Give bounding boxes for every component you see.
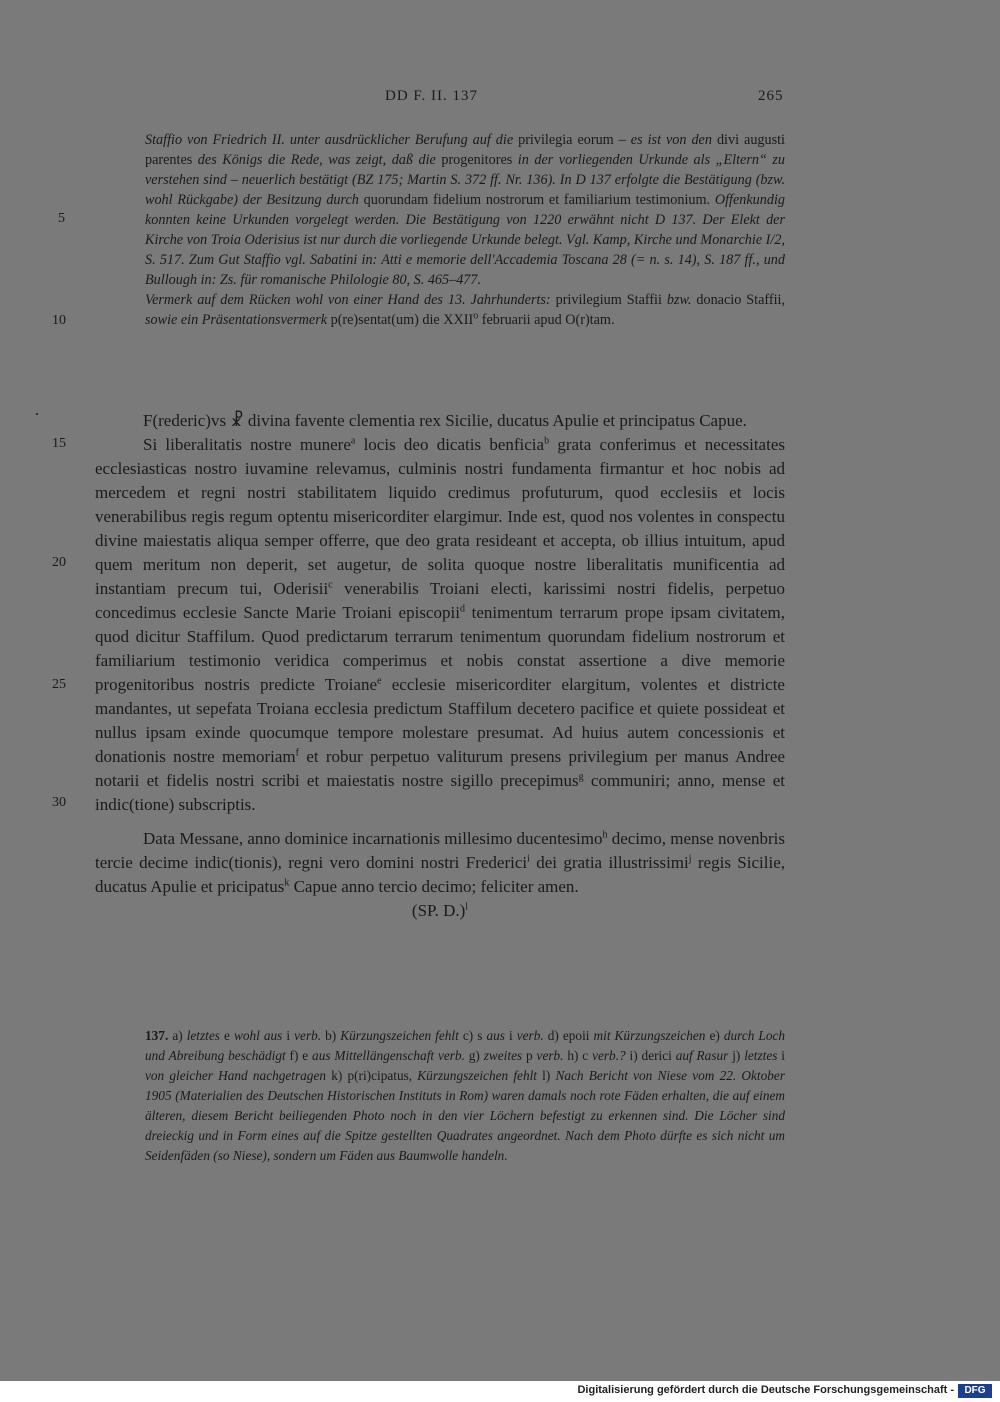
italic-run: aus [486, 1028, 505, 1043]
dorsal-note-paragraph [145, 290, 785, 330]
footnote-marker: b [544, 435, 550, 447]
footnote-marker: c [328, 579, 333, 591]
text-run: et robur perpetuo valiturum presens privilegium per manus Andree notarii et fidelis nostri scribi et maiestatis nostre sigillo precepimus [95, 747, 785, 790]
text-run: privilegia eorum – [513, 132, 631, 148]
text-run: Data Messane, anno dominice incarnationis millesimo ducentesimo [143, 829, 603, 848]
page-number: 265 [758, 88, 784, 104]
text-run: i [504, 1028, 517, 1043]
text-run: e) [705, 1028, 724, 1043]
charter-body [95, 433, 785, 817]
line-number: 15 [52, 436, 66, 451]
italic-run: in der vorliegenden Urkunde als „Eltern“ zu verstehen sind – neuerlich bestätigt (BZ 175; Martin S. 372 ff. Nr. 136). In D 137 erfolgte die Bestätigung (bzw. wohl Rückgabe) der Besitzung durch [145, 152, 785, 208]
scan-speck [36, 413, 38, 415]
text-run: l) [536, 1068, 556, 1083]
text-run: Capue anno tercio decimo; feliciter amen. [289, 877, 579, 896]
italic-run: es ist von den [630, 132, 712, 148]
text-run: locis deo dicatis benficia [355, 435, 545, 454]
italic-run: von gleicher Hand nachgetragen [145, 1068, 327, 1083]
text-run: a) [168, 1028, 187, 1043]
text-run: g) [464, 1048, 484, 1063]
italic-run: des Königs die Rede, was zeigt, daß die [197, 152, 436, 168]
italic-run: verb. [294, 1028, 322, 1043]
text-run: i [777, 1048, 785, 1063]
italic-run: Nach Bericht von Niese vom 22. Oktober 1905 (Materialien des Deutschen Historischen Instituts in Rom) waren damals noch rote Fäden erhalten, die auf einem älteren, diesem Bericht beiliegenden Photo noch in den vier Löchern befestigt zu erkennen sind. Die Löcher sind dreieckig und in Form eines auf die Spitze gestellten Quadrates angeordnet. Nach dem Photo dürfte es sich nicht um Seidenfäden (so Niese), sondern um Fäden aus Baumwolle handeln. [145, 1068, 785, 1163]
italic-run: aus Mittellängenschaft verb. [312, 1048, 465, 1063]
text-run: h) c [563, 1048, 593, 1063]
footnote-marker: j [688, 853, 692, 865]
text-run: j) [728, 1048, 745, 1063]
italic-run: auf Rasur [675, 1048, 729, 1063]
text-run: ecclesie misericorditer elargitum, volentes et districte mandantes, ut sepefata Troiana ecclesia predictum Staffilum decetero pacifice et quiete possideat et nullus ipsam exinde quocumque tempore molestare presumat. Ad huius autem concessionis et donationis nostre memoriam [95, 675, 785, 766]
footnote-marker: h [602, 829, 608, 841]
text-run: i [282, 1028, 295, 1043]
seal-mark [95, 899, 785, 923]
seal-footnote-marker: l [465, 901, 469, 913]
text-run: venerabilis Troiani electi, karissimi nostri fidelis, perpetuo concedimus ecclesie Sancte Marie Troiani episcopii [95, 579, 785, 622]
footnote-marker: f [295, 747, 299, 759]
italic-run: zweites [483, 1048, 523, 1063]
italic-run: Vermerk auf dem Rücken wohl von einer Hand des 13. Jahrhunderts: [145, 292, 551, 308]
italic-run: wohl aus [233, 1028, 283, 1043]
text-run: c) s [458, 1028, 487, 1043]
text-run: divi augusti parentes [145, 132, 785, 168]
italic-run: sowie ein Präsentationsvermerk [145, 312, 328, 328]
text-run: k) p(ri)cipatus, [326, 1068, 418, 1083]
italic-run: Kürzungszeichen fehlt [340, 1028, 459, 1043]
italic-run: durch Loch und Abreibung beschädigt [145, 1028, 786, 1063]
text-run: progenitores [435, 152, 518, 168]
text-run: februarii apud O(r)tam. [478, 312, 615, 328]
footnote-marker: a [350, 435, 356, 447]
footnote-marker: i [527, 853, 530, 865]
text-run: communiri; anno, mense et indic(tione) subscriptis. [95, 771, 785, 814]
text-run: regis Sicilie, ducatus Apulie et pricipatus [95, 853, 785, 896]
italic-run: verb. [536, 1048, 564, 1063]
text-run: b) [321, 1028, 341, 1043]
preliminary-remark [145, 130, 785, 330]
critical-apparatus [145, 1026, 785, 1166]
footnote-marker: k [284, 877, 290, 889]
text-run: donacio Staffii, [691, 292, 786, 308]
funding-notice: Digitalisierung gefördert durch die Deutsche Forschungsgemeinschaft - [577, 1384, 954, 1396]
line-number: 20 [52, 555, 66, 570]
italic-run: Kürzungszeichen fehlt [417, 1068, 537, 1083]
line-number: 30 [52, 795, 66, 810]
page-header [0, 88, 1000, 112]
italic-run: verb. [516, 1028, 544, 1043]
italic-run: letztes [186, 1028, 220, 1043]
text-run: tenimentum terrarum prope ipsam civitatem, quod dicitur Staffilum. Quod predictarum terrarum tenimentum quorundam fidelium nostrorum et familiarium testimonio veridica comperimus et nobis constat assertione a dive memorie progenitoribus nostris predicte Troiane [95, 603, 786, 694]
italic-run: bzw. [666, 292, 692, 308]
text-run: p [522, 1048, 537, 1063]
italic-run: Offenkundig konnten keine Urkunden vorgelegt werden. Die Bestätigung von 1220 erwähnt nicht D 137. Der Elekt der Kirche von Troia Oderisius ist nur durch die vorliegende Urkunde belegt. Vgl. Kamp, Kirche und Monarchie I/2, S. 517. Zum Gut Staffio vgl. Sabatini in: Atti e memorie dell'Accademia Toscana 28 (= n. s. 14), S. 187 ff., und Bullough in: Zs. für romanische Philologie 80, S. 465–477. [145, 192, 785, 288]
text-run: p(re)sentat(um) die XXII [327, 312, 474, 328]
italic-run: mit Kürzungszeichen [593, 1028, 706, 1043]
text-run: dei gratia illustrissimi [529, 853, 689, 872]
footer-bar [0, 1381, 1000, 1402]
italic-run: verb.? [592, 1048, 626, 1063]
dfg-logo: DFG [958, 1384, 992, 1398]
running-title: DD F. II. 137 [385, 88, 479, 104]
dating-clause [95, 827, 785, 899]
text-run: e [219, 1028, 234, 1043]
text-run: d) epoii [543, 1028, 594, 1043]
italic-run: Staffio von Friedrich II. unter ausdrücklicher Berufung auf die [145, 132, 514, 148]
italic-run: letztes [744, 1048, 778, 1063]
text-run: i) derici [625, 1048, 676, 1063]
text-run: Si liberalitatis nostre munere [143, 435, 351, 454]
text-run: grata conferimus et necessitates ecclesiasticas nostro iuvamine relevamus, culminis nostri fundamenta firmantur et hoc nobis ad mercedem et regni nostri stabilitatem liquido credimus profuturum, quod ecclesiis et locis venerabilibus regis regum optentu misericorditer elargimur. Inde est, quod nos volentes in conspectu divine maiestatis aliqua semper offerre, que deo grata resideant et accepta, ob illius intuitum, apud quem meritum non deperit, set augetur, de solita quoque nostre liberalitatis munificentia ad instantiam precum tui, Oderisii [95, 435, 785, 598]
text-run: quorundam fidelium nostrorum et familiarium testimonium. [358, 192, 715, 208]
text-run: decimo, mense novenbris tercie decime indic(tionis), regni vero domini nostri Frederici [95, 829, 786, 872]
seal-text: (SP. D.) [411, 901, 466, 920]
text-run: f) e [285, 1048, 313, 1063]
apparatus-notes [145, 1026, 785, 1166]
text-run: privilegium Staffii [550, 292, 667, 308]
remark-paragraph [145, 130, 785, 290]
footnote-marker: g [578, 771, 584, 783]
line-number: 10 [52, 313, 66, 328]
footnote-marker: e [377, 675, 382, 687]
footnote-marker: d [459, 603, 465, 615]
charter-text [95, 409, 785, 923]
line-number: 25 [52, 677, 66, 692]
footnote-marker: o [473, 310, 479, 322]
intitulatio: F(rederic)vs ☧ divina favente clementia rex Sicilie, ducatus Apulie et principatus Capue. [143, 411, 747, 430]
note-number: 137. [145, 1028, 169, 1043]
line-number: 5 [58, 211, 65, 226]
